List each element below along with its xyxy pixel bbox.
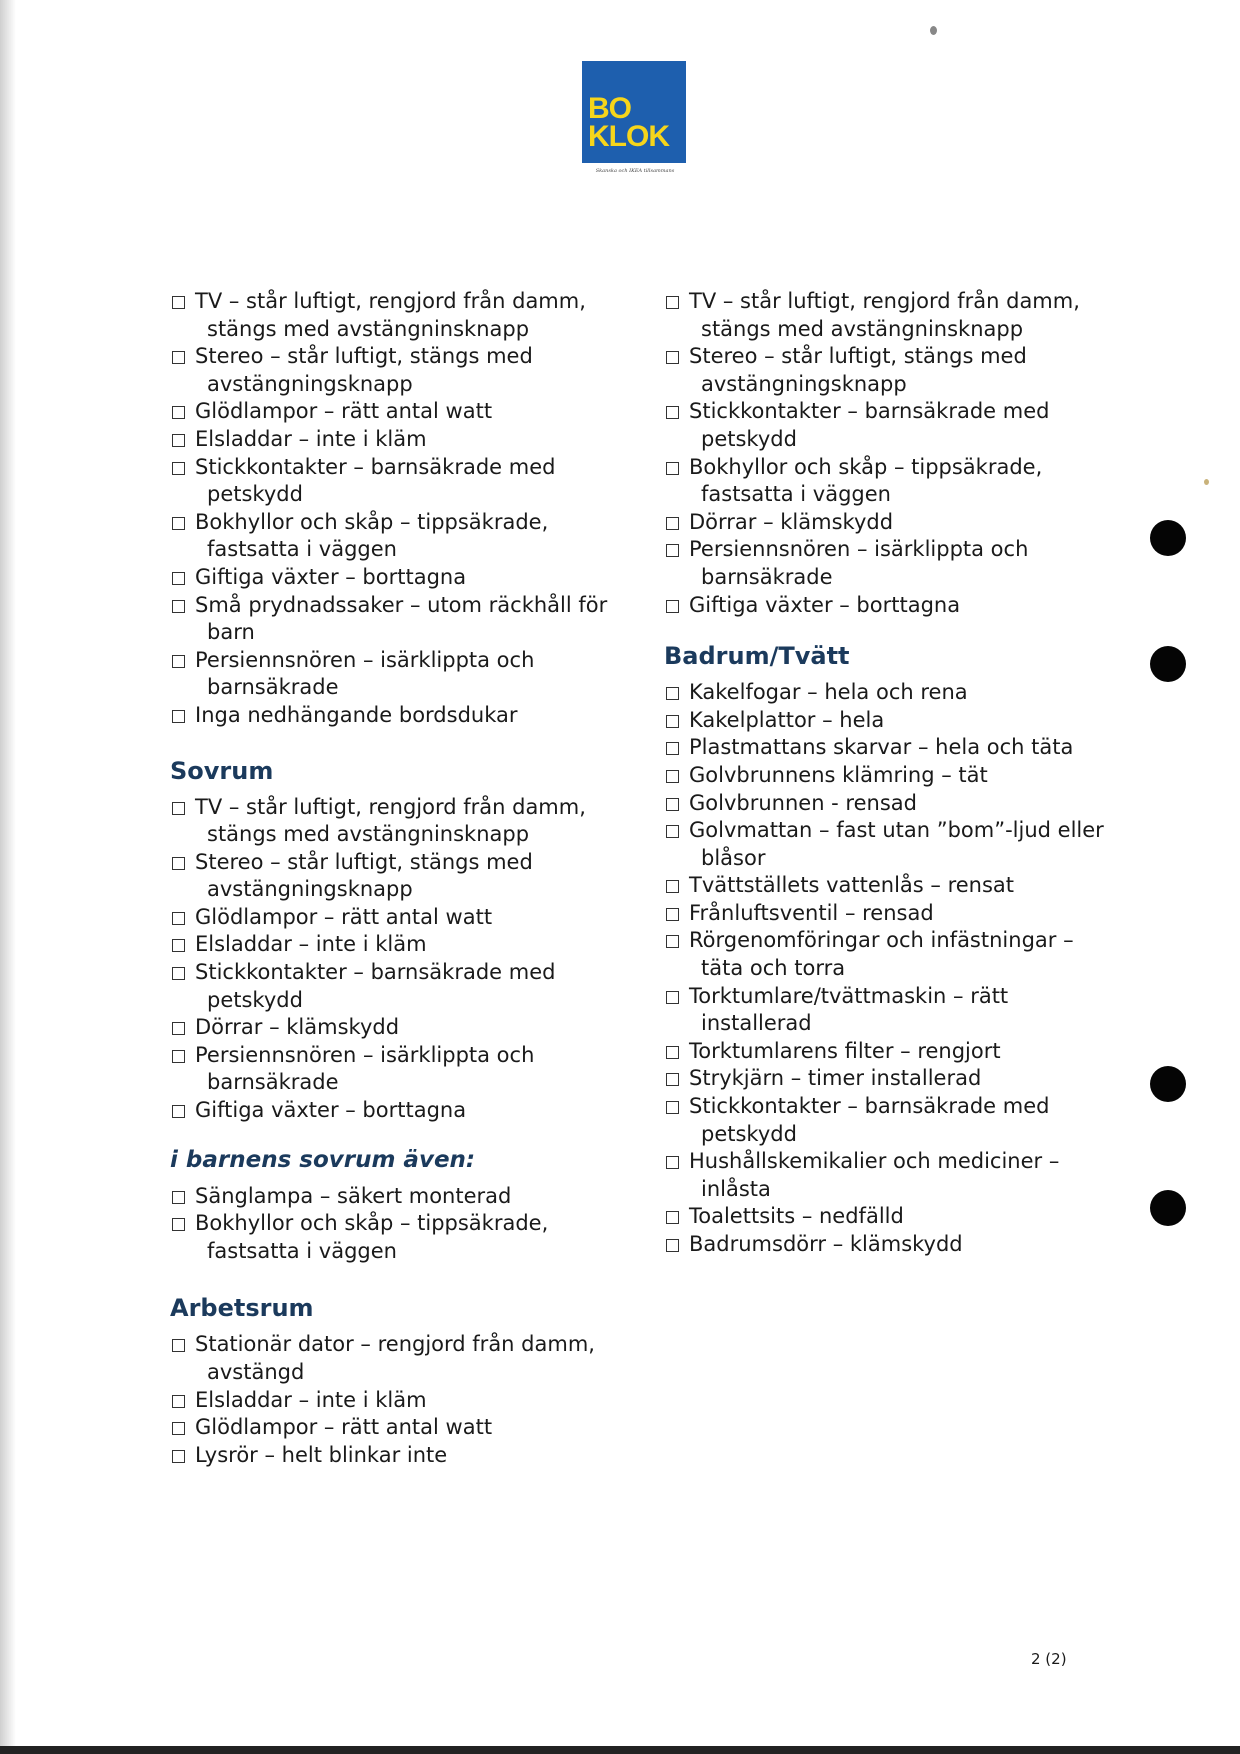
checklist-item [664,509,1104,537]
checkbox-icon[interactable] [172,1339,185,1352]
checkbox-icon[interactable] [666,770,679,783]
checklist-item [170,564,630,592]
checklist-item-label: Frånluftsventil – rensad [689,900,934,925]
checklist-item [170,904,630,932]
section-heading-sovrum: Sovrum [170,756,274,785]
checklist-item-label: Dörrar – klämskydd [689,509,894,534]
checklist-item [170,509,630,564]
checkbox-icon[interactable] [666,1101,679,1114]
checklist-item-label: Stickkontakter – barnsäkrade med petskydd [689,399,1050,451]
scan-speck [930,26,937,35]
checkbox-icon[interactable] [666,880,679,893]
checklist-item [170,647,630,702]
checklist-item [170,931,630,959]
checkbox-icon[interactable] [666,908,679,921]
checklist-item-label: Elsladdar – inte i kläm [195,1387,427,1412]
checklist-item-label: Persiennsnören – isärklippta och barnsäkrade [195,647,535,700]
checkbox-icon[interactable] [172,434,185,447]
checklist-item-label: Strykjärn – timer installerad [689,1066,982,1091]
checklist-item-label: Stereo – står luftigt, stängs med avstängningsknapp [195,344,533,396]
checklist-item [664,1093,1104,1148]
checklist-item-label: Golvbrunnen - rensad [689,790,917,815]
punch-hole-4 [1150,1190,1186,1226]
checklist-item-label: Giftiga växter – borttagna [195,1098,467,1123]
punch-hole-1 [1150,520,1186,556]
right-column [664,288,1104,1259]
checklist-item-label: Giftiga växter – borttagna [195,564,467,589]
checkbox-icon[interactable] [172,1191,185,1204]
checklist-item-label: Stereo – står luftigt, stängs med avstängningsknapp [195,849,533,902]
checklist-item-label: Glödlampor – rätt antal watt [195,399,493,424]
checklist-item [170,288,630,343]
page-number: 2 (2) [1031,1650,1067,1668]
checklist-item [170,1014,630,1042]
checkbox-icon[interactable] [172,967,185,980]
checklist-item-label: Tvättställets vattenlås – rensat [689,873,1015,898]
checklist-item-label: Lysrör – helt blinkar inte [195,1442,448,1467]
checklist-item [170,398,630,426]
checklist-item-label: Stationär dator – rengjord från damm, avstängd [195,1332,595,1384]
checkbox-icon[interactable] [666,798,679,811]
checkbox-icon[interactable] [172,296,185,309]
checklist-item [170,592,630,647]
checklist-item-label: Stickkontakter – barnsäkrade med petskydd [195,454,556,507]
checkbox-icon[interactable] [172,912,185,925]
checkbox-icon[interactable] [666,1156,679,1169]
checklist-item [664,927,1104,982]
checkbox-icon[interactable] [172,572,185,585]
checkbox-icon[interactable] [666,600,679,613]
checklist-item-label: Hushållskemikalier och mediciner – inlåsta [689,1149,1060,1201]
checklist-item [170,849,630,904]
checklist-item-label: Kakelfogar – hela och rena [689,680,968,705]
left-column [170,288,630,1469]
checklist-item [664,1203,1104,1231]
punch-hole-3 [1150,1066,1186,1102]
checkbox-icon[interactable] [666,1073,679,1086]
checkbox-icon[interactable] [666,1046,679,1059]
checklist-item-label: TV – står luftigt, rengjord från damm, stängs med avstängninsknapp [195,289,586,341]
checklist-item [664,734,1104,762]
checklist-item [170,454,630,509]
checklist-item [664,1148,1104,1203]
checkbox-icon[interactable] [172,351,185,364]
checklist-item-label: Bokhyllor och skåp – tippsäkrade, fastsatta i väggen [195,509,549,562]
checkbox-icon[interactable] [666,406,679,419]
checklist-item-label: Golvbrunnens klämring – tät [689,762,988,787]
checkbox-icon[interactable] [172,462,185,475]
checklist-item [664,1065,1104,1093]
checklist-item [170,1210,630,1265]
checklist-item-label: Golvmattan – fast utan ”bom”-ljud eller blåsor [689,818,1104,870]
checklist-item [664,343,1104,398]
checklist-item-label: Stickkontakter – barnsäkrade med petskydd [689,1094,1050,1146]
checklist-item [664,872,1104,900]
checkbox-icon[interactable] [666,1239,679,1252]
checklist-item [170,1331,630,1386]
checklist-item-label: Inga nedhängande bordsdukar [195,702,518,727]
checkbox-icon[interactable] [666,687,679,700]
checklist-item-label: Persiennsnören – isärklippta och barnsäkrade [195,1042,535,1095]
checklist-item-label: Stickkontakter – barnsäkrade med petskydd [195,960,556,1012]
checkbox-icon[interactable] [172,710,185,723]
checklist-item [170,1042,630,1097]
checkbox-icon[interactable] [666,825,679,838]
checklist-item-label: Glödlampor – rätt antal watt [195,1415,493,1440]
checklist-item-label: Toalettsits – nedfälld [689,1204,904,1229]
checklist-item [664,790,1104,818]
checklist-item-label: Torktumlare/tvättmaskin – rätt installerad [689,983,1009,1036]
logo-line-2: KLOK [588,120,669,153]
checklist-item [170,1387,630,1415]
checklist-item [170,1183,630,1211]
checklist-item [664,679,1104,707]
checklist-item [664,398,1104,453]
checklist-item [170,794,630,849]
checklist-item [664,983,1104,1038]
checkbox-icon[interactable] [172,406,185,419]
checklist-item-label: Persiennsnören – isärklippta och barnsäkrade [689,537,1029,589]
checklist-item [664,900,1104,928]
checkbox-icon[interactable] [172,857,185,870]
checklist-item-label: Sänglampa – säkert monterad [195,1183,512,1208]
section-heading-barnens: i barnens sovrum även: [170,1146,476,1173]
checklist-item-label: Torktumlarens filter – rengjort [689,1038,1001,1063]
checklist-item [664,288,1104,343]
checklist-item-label: Glödlampor – rätt antal watt [195,904,493,929]
boklok-logo [582,61,686,163]
checklist-item-label: Små prydnadssaker – utom räckhåll för barn [195,592,608,645]
checklist-item-label: Giftiga växter – borttagna [689,592,961,617]
checkbox-icon[interactable] [172,655,185,668]
checklist-item [664,707,1104,735]
checkbox-icon[interactable] [172,600,185,613]
checklist-item-label: TV – står luftigt, rengjord från damm, stängs med avstängninsknapp [689,289,1080,341]
checklist-item [170,343,630,398]
section-heading-badrum: Badrum/Tvätt [664,642,850,671]
checkbox-icon[interactable] [172,1395,185,1408]
sovrum-checklist [170,794,630,1125]
checklist-item [664,592,1104,620]
checklist-item [170,426,630,454]
checklist-item-label: Badrumsdörr – klämskydd [689,1232,963,1256]
checklist-item [664,454,1104,509]
checklist-item-label: TV – står luftigt, rengjord från damm, stängs med avstängninsknapp [195,794,586,847]
checklist-item-label: Dörrar – klämskydd [195,1015,400,1040]
checkbox-icon[interactable] [666,544,679,557]
scan-speck [1204,479,1209,485]
checklist-item-label: Elsladdar – inte i kläm [195,932,427,957]
arbetsrum-checklist [170,1331,630,1469]
right-top-checklist [664,288,1104,619]
logo-line-1: BO [588,92,631,125]
checkbox-icon[interactable] [172,1450,185,1463]
checkbox-icon[interactable] [172,1422,185,1435]
checkbox-icon[interactable] [666,715,679,728]
punch-hole-2 [1150,646,1186,682]
checkbox-icon[interactable] [172,1022,185,1035]
checkbox-icon[interactable] [666,742,679,755]
checkbox-icon[interactable] [172,1105,185,1118]
checklist-item-label: Elsladdar – inte i kläm [195,426,427,451]
checklist-item [170,1442,630,1470]
checklist-item-label: Plastmattans skarvar – hela och täta [689,735,1074,760]
checkbox-icon[interactable] [666,991,679,1004]
checklist-item-label: Bokhyllor och skåp – tippsäkrade, fastsatta i väggen [195,1211,549,1263]
left-top-checklist [170,288,630,730]
checklist-item-label: Rörgenomföringar och infästningar – täta och torra [689,928,1074,981]
badrum-checklist [664,679,1104,1258]
checkbox-icon[interactable] [666,1211,679,1224]
checklist-item-label: Bokhyllor och skåp – tippsäkrade, fastsatta i väggen [689,454,1043,507]
scan-shadow-edge [0,0,16,1754]
barnens-checklist [170,1183,630,1266]
checklist-item-label: Stereo – står luftigt, stängs med avstängningsknapp [689,344,1027,396]
checklist-item [664,817,1104,872]
checklist-item [170,1097,630,1125]
checklist-item [664,1231,1104,1259]
checklist-item [664,762,1104,790]
checklist-item [170,702,630,730]
checkbox-icon[interactable] [172,1218,185,1231]
checkbox-icon[interactable] [666,517,679,530]
checkbox-icon[interactable] [172,802,185,815]
checkbox-icon[interactable] [666,351,679,364]
checkbox-icon[interactable] [172,517,185,530]
logo-tagline: Skanska och IKEA tillsammans [595,168,675,174]
checklist-item [170,1414,630,1442]
scan-bottom-edge [0,1746,1240,1754]
checklist-item-label: Kakelplattor – hela [689,707,885,732]
checklist-item [664,536,1104,591]
checkbox-icon[interactable] [172,939,185,952]
checkbox-icon[interactable] [666,935,679,948]
checklist-item [664,1038,1104,1066]
checkbox-icon[interactable] [666,462,679,475]
section-heading-arbetsrum: Arbetsrum [170,1294,314,1323]
checklist-item [170,959,630,1014]
checkbox-icon[interactable] [666,296,679,309]
checkbox-icon[interactable] [172,1050,185,1063]
